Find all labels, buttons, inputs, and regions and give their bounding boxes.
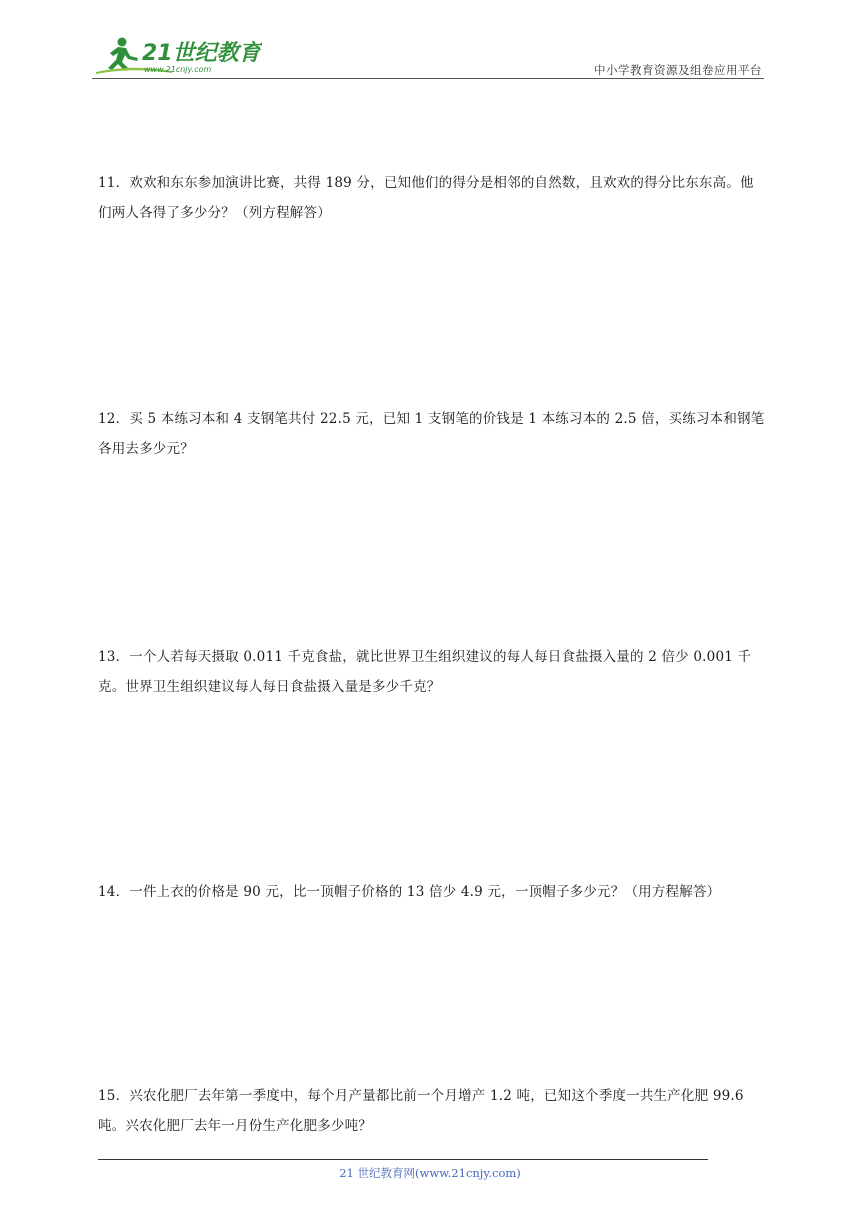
question-15: 15．兴农化肥厂去年第一季度中，每个月产量都比前一个月增产 1.2 吨，已知这个季度一共生产化肥 99.6 吨。兴农化肥厂去年一月份生产化肥多少吨？ (98, 1088, 744, 1134)
question-13: 13．一个人若每天摄取 0.011 千克食盐，就比世界卫生组织建议的每人每日食盐摄入量的 2 倍少 0.001 千克。世界卫生组织建议每人每日食盐摄入量是多少千克？ (98, 649, 752, 695)
logo-text: 21世纪教育 (142, 41, 261, 66)
footer-divider (98, 1159, 708, 1160)
question-14: 14．一件上衣的价格是 90 元，比一顶帽子价格的 13 倍少 4.9 元，一顶帽子多少元？（用方程解答） (98, 884, 721, 900)
question-11: 11．欢欢和东东参加演讲比赛，共得 189 分，已知他们的得分是相邻的自然数，且欢欢的得分比东东高。他们两人各得了多少分？（列方程解答） (98, 175, 754, 221)
question-12: 12．买 5 本练习本和 4 支钢笔共付 22.5 元，已知 1 支钢笔的价钱是 1 本练习本的 2.5 倍，买练习本和钢笔各用去多少元？ (98, 411, 765, 457)
logo (92, 34, 262, 78)
platform-name: 中小学教育资源及组卷应用平台 (594, 63, 762, 77)
footer-text[interactable]: 21 世纪教育网(www.21cnjy.com) (339, 1166, 521, 1180)
logo-url: www.21cnjy.com (144, 65, 212, 74)
header-divider (92, 78, 764, 79)
page-header (92, 30, 764, 80)
